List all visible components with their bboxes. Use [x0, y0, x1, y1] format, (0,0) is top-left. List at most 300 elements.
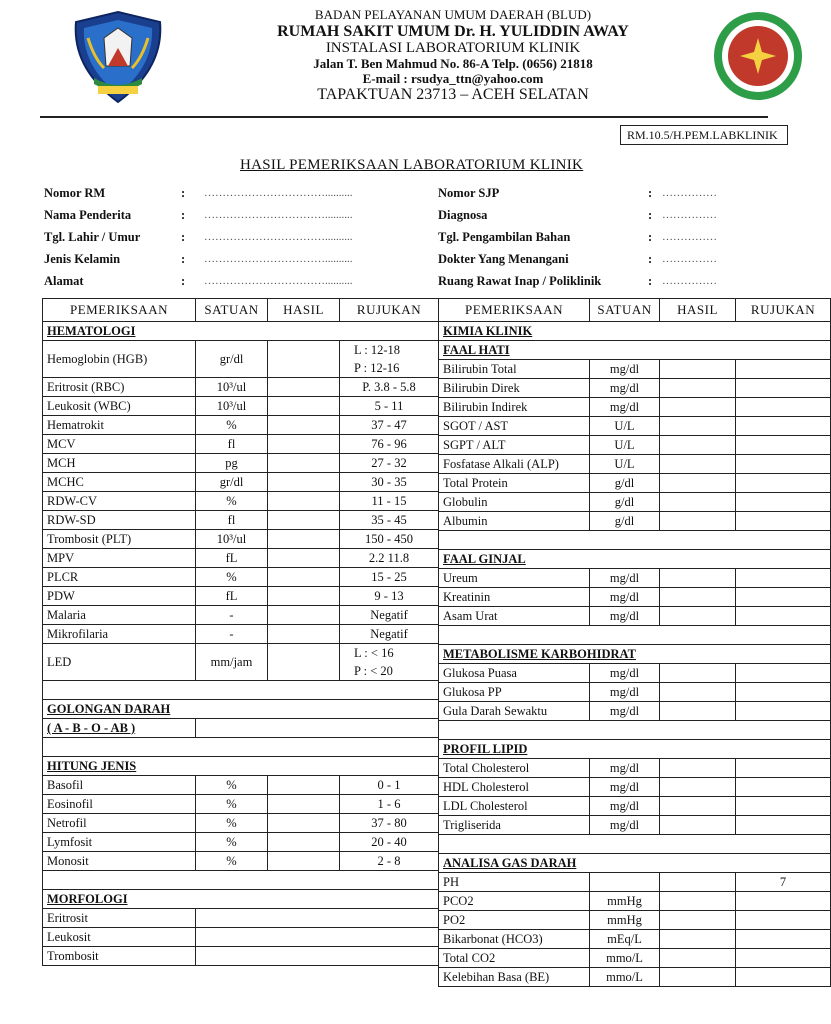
table-row [439, 588, 831, 607]
hematology-table [42, 298, 439, 966]
reference-range [736, 797, 831, 816]
result-cell[interactable] [268, 397, 340, 416]
result-cell[interactable] [660, 379, 736, 398]
unit: mmHg [590, 911, 660, 930]
table-row [439, 398, 831, 417]
unit: mg/dl [590, 360, 660, 379]
unit: mg/dl [590, 759, 660, 778]
result-cell[interactable] [660, 702, 736, 721]
unit: gr/dl [196, 341, 268, 378]
reference-range [736, 512, 831, 531]
result-cell[interactable] [268, 814, 340, 833]
exam-name: MCH [43, 454, 196, 473]
regency-emblem-logo [64, 8, 172, 106]
result-cell[interactable] [660, 417, 736, 436]
ref-male: L : < 16 [354, 646, 394, 660]
reference-range: Negatif [340, 625, 439, 644]
exam-name: Bikarbonat (HCO3) [439, 930, 590, 949]
exam-name: PO2 [439, 911, 590, 930]
reference-range [736, 379, 831, 398]
result-cell[interactable] [268, 435, 340, 454]
table-row [43, 757, 439, 776]
exam-name: Malaria [43, 606, 196, 625]
reference-range [736, 588, 831, 607]
result-cell[interactable] [660, 607, 736, 626]
section-heading: FAAL HATI [439, 341, 831, 360]
table-cell [439, 626, 831, 645]
col-unit: SATUAN [590, 299, 660, 322]
col-exam: PEMERIKSAAN [43, 299, 196, 322]
table-row [439, 911, 831, 930]
exam-name: MCHC [43, 473, 196, 492]
reference-range: 15 - 25 [340, 568, 439, 587]
exam-name: Bilirubin Indirek [439, 398, 590, 417]
unit [590, 873, 660, 892]
info-label: Jenis Kelamin [44, 252, 121, 266]
table-cell [43, 681, 439, 700]
info-row [438, 207, 768, 229]
result-cell[interactable] [268, 644, 340, 681]
result-cell[interactable] [660, 512, 736, 531]
table-row [43, 833, 439, 852]
reference-range: 11 - 15 [340, 492, 439, 511]
exam-name: Hemoglobin (HGB) [43, 341, 196, 378]
exam-name: RDW-CV [43, 492, 196, 511]
letterhead [218, 8, 688, 104]
reference-range [736, 455, 831, 474]
unit: % [196, 795, 268, 814]
exam-name: Globulin [439, 493, 590, 512]
col-unit: SATUAN [196, 299, 268, 322]
installation-name: INSTALASI LABORATORIUM KLINIK [325, 40, 581, 57]
table-row [43, 719, 439, 738]
table-row [439, 873, 831, 892]
unit: fL [196, 587, 268, 606]
unit: mg/dl [590, 797, 660, 816]
result-cell[interactable] [268, 454, 340, 473]
reference-range: 150 - 450 [340, 530, 439, 549]
result-cell[interactable] [660, 778, 736, 797]
table-row [43, 738, 439, 757]
info-value-field[interactable]: …………… [662, 275, 717, 287]
exam-name: RDW-SD [43, 511, 196, 530]
info-colon: : [181, 274, 186, 288]
exam-name: Trombosit (PLT) [43, 530, 196, 549]
result-cell[interactable] [660, 759, 736, 778]
exam-name: SGPT / ALT [439, 436, 590, 455]
result-cell[interactable] [660, 493, 736, 512]
exam-name: Total Protein [439, 474, 590, 493]
result-cell[interactable] [660, 797, 736, 816]
unit: fl [196, 511, 268, 530]
exam-name: PDW [43, 587, 196, 606]
info-row [44, 185, 404, 207]
reference-range: 0 - 1 [340, 776, 439, 795]
result-cell[interactable] [660, 968, 736, 987]
reference-range [736, 778, 831, 797]
unit: mg/dl [590, 778, 660, 797]
agency-name: BADAN PELAYANAN UMUM DAERAH (BLUD) [314, 7, 592, 22]
unit: mg/dl [590, 683, 660, 702]
table-row [439, 702, 831, 721]
unit: 10³/ul [196, 397, 268, 416]
exam-name: Basofil [43, 776, 196, 795]
section-heading: HEMATOLOGI [43, 322, 439, 341]
reference-range [736, 398, 831, 417]
table-row [43, 947, 439, 966]
info-label: Tgl. Pengambilan Bahan [438, 230, 571, 244]
table-row [43, 341, 439, 378]
reference-range [736, 569, 831, 588]
unit: % [196, 776, 268, 795]
info-value-field[interactable]: …………………………….......... [204, 253, 353, 265]
info-row [438, 229, 768, 251]
page-title: HASIL PEMERIKSAAN LABORATORIUM KLINIK [240, 157, 584, 173]
exam-name: PH [439, 873, 590, 892]
unit: % [196, 852, 268, 871]
email: E-mail : rsudya_ttn@yahoo.com [362, 70, 544, 86]
table-row [43, 530, 439, 549]
unit: mg/dl [590, 702, 660, 721]
result-cell[interactable] [660, 360, 736, 379]
result-cell[interactable] [660, 569, 736, 588]
table-row [439, 493, 831, 512]
table-row [43, 587, 439, 606]
table-row [439, 436, 831, 455]
table-row [439, 721, 831, 740]
info-colon: : [648, 230, 653, 244]
exam-name: Ureum [439, 569, 590, 588]
info-value-field[interactable]: …………… [662, 187, 717, 199]
table-cell [439, 531, 831, 550]
info-row [438, 273, 768, 295]
unit: U/L [590, 455, 660, 474]
reference-range: 76 - 96 [340, 435, 439, 454]
info-value-field[interactable]: …………………………….......... [204, 231, 353, 243]
table-row [439, 930, 831, 949]
info-value-field[interactable]: …………………………….......... [204, 209, 353, 221]
reference-range: 37 - 47 [340, 416, 439, 435]
exam-name: Glukosa PP [439, 683, 590, 702]
table-row [439, 607, 831, 626]
exam-name: Kreatinin [439, 588, 590, 607]
unit: % [196, 814, 268, 833]
result-cell[interactable] [660, 930, 736, 949]
unit: mEq/L [590, 930, 660, 949]
result-cell[interactable] [268, 625, 340, 644]
reference-range: 2.2 11.8 [340, 549, 439, 568]
table-row [43, 871, 439, 890]
unit: gr/dl [196, 473, 268, 492]
reference-range: 9 - 13 [340, 587, 439, 606]
unit: % [196, 492, 268, 511]
header-divider [40, 116, 768, 118]
table-row [43, 322, 439, 341]
exam-name: LDL Cholesterol [439, 797, 590, 816]
table-row [43, 890, 439, 909]
result-cell[interactable] [660, 892, 736, 911]
reference-range [736, 436, 831, 455]
reference-range: 30 - 35 [340, 473, 439, 492]
table-row [439, 531, 831, 550]
reference-range: 27 - 32 [340, 454, 439, 473]
unit: mg/dl [590, 607, 660, 626]
table-row [43, 795, 439, 814]
table-row [439, 341, 831, 360]
exam-name: Bilirubin Direk [439, 379, 590, 398]
section-heading: MORFOLOGI [43, 890, 439, 909]
result-cell[interactable] [660, 455, 736, 474]
info-row [438, 251, 768, 273]
reference-range [736, 360, 831, 379]
result-cell[interactable] [660, 398, 736, 417]
result-cell[interactable] [660, 683, 736, 702]
table-row [439, 550, 831, 569]
table-row [439, 645, 831, 664]
reference-range [736, 930, 831, 949]
reference-range [736, 949, 831, 968]
address: Jalan T. Ben Mahmud No. 86-A Telp. (0656) 21818 [313, 56, 593, 72]
reference-range [736, 968, 831, 987]
result-cell[interactable] [196, 719, 439, 738]
reference-range [736, 683, 831, 702]
result-cell[interactable] [660, 949, 736, 968]
exam-name: Gula Darah Sewaktu [439, 702, 590, 721]
col-ref: RUJUKAN [340, 299, 439, 322]
info-value-field[interactable]: …………… [662, 231, 717, 243]
unit: U/L [590, 417, 660, 436]
result-cell[interactable] [268, 473, 340, 492]
table-row [439, 626, 831, 645]
exam-name: Trombosit [43, 947, 196, 966]
info-row [44, 229, 404, 251]
col-result: HASIL [660, 299, 736, 322]
table-cell [439, 835, 831, 854]
table-row [439, 322, 831, 341]
result-cell[interactable] [660, 873, 736, 892]
exam-name: SGOT / AST [439, 417, 590, 436]
section-heading: METABOLISME KARBOHIDRAT [439, 645, 831, 664]
result-cell[interactable] [660, 436, 736, 455]
result-cell[interactable] [660, 474, 736, 493]
info-colon: : [648, 186, 653, 200]
result-cell[interactable] [268, 833, 340, 852]
info-value-field[interactable]: …………………………….......... [204, 187, 353, 199]
unit: mg/dl [590, 398, 660, 417]
exam-name: LED [43, 644, 196, 681]
hospital-seal-logo [710, 8, 790, 103]
table-row [439, 778, 831, 797]
reference-range [340, 644, 439, 681]
result-cell[interactable] [268, 530, 340, 549]
exam-name: Hematrokit [43, 416, 196, 435]
result-cell[interactable] [268, 416, 340, 435]
result-cell[interactable] [196, 947, 439, 966]
result-cell[interactable] [268, 378, 340, 397]
section-heading: HITUNG JENIS [43, 757, 439, 776]
table-row [439, 854, 831, 873]
col-result: HASIL [268, 299, 340, 322]
table-row [439, 379, 831, 398]
table-row [43, 852, 439, 871]
unit: fl [196, 435, 268, 454]
ref-male: L : 12-18 [354, 343, 401, 357]
table-row [439, 455, 831, 474]
unit: mm/jam [196, 644, 268, 681]
info-value-field[interactable]: …………… [662, 209, 717, 221]
table-row [43, 416, 439, 435]
unit: mmo/L [590, 968, 660, 987]
reference-range [736, 911, 831, 930]
exam-name: Asam Urat [439, 607, 590, 626]
table-row [43, 625, 439, 644]
info-colon: : [648, 252, 653, 266]
table-row [439, 512, 831, 531]
info-row [44, 251, 404, 273]
table-row [43, 568, 439, 587]
info-label: Nomor RM [44, 186, 106, 200]
hospital-name: RUMAH SAKIT UMUM Dr. H. YULIDDIN AWAY [277, 22, 629, 40]
table-row [43, 454, 439, 473]
exam-name: Leukosit (WBC) [43, 397, 196, 416]
info-row [44, 273, 404, 295]
city: TAPAKTUAN 23713 – ACEH SELATAN [317, 86, 589, 104]
unit: g/dl [590, 512, 660, 531]
unit: mg/dl [590, 379, 660, 398]
info-value-field[interactable]: …………… [662, 253, 717, 265]
reference-range: 7 [736, 873, 831, 892]
table-row [43, 776, 439, 795]
table-row [439, 968, 831, 987]
table-row [43, 928, 439, 947]
result-cell[interactable] [268, 852, 340, 871]
section-heading: FAAL GINJAL [439, 550, 831, 569]
reference-range: 1 - 6 [340, 795, 439, 814]
reference-range [736, 493, 831, 512]
form-code: RM.10.5/H.PEM.LABKLINIK [620, 125, 788, 145]
unit: mmHg [590, 892, 660, 911]
unit: - [196, 606, 268, 625]
result-cell[interactable] [268, 492, 340, 511]
blood-types: ( A - B - O - AB ) [43, 719, 196, 738]
section-heading: KIMIA KLINIK [439, 322, 831, 341]
unit: mg/dl [590, 588, 660, 607]
reference-range [736, 664, 831, 683]
reference-range: 2 - 8 [340, 852, 439, 871]
table-row [43, 511, 439, 530]
ref-female: P : 12-16 [354, 361, 400, 375]
unit: fL [196, 549, 268, 568]
reference-range: 5 - 11 [340, 397, 439, 416]
exam-name: Total CO2 [439, 949, 590, 968]
result-cell[interactable] [268, 568, 340, 587]
info-label: Ruang Rawat Inap / Poliklinik [438, 274, 602, 288]
exam-name: Eosinofil [43, 795, 196, 814]
result-cell[interactable] [660, 816, 736, 835]
table-row [43, 644, 439, 681]
info-colon: : [181, 186, 186, 200]
info-row [438, 185, 768, 207]
table-row [43, 378, 439, 397]
result-cell[interactable] [660, 664, 736, 683]
section-heading: GOLONGAN DARAH [43, 700, 439, 719]
exam-name: Total Cholesterol [439, 759, 590, 778]
table-row [439, 417, 831, 436]
unit: g/dl [590, 493, 660, 512]
exam-name: Leukosit [43, 928, 196, 947]
unit: pg [196, 454, 268, 473]
info-colon: : [648, 208, 653, 222]
result-cell[interactable] [268, 549, 340, 568]
table-row [43, 700, 439, 719]
unit: 10³/ul [196, 530, 268, 549]
info-label: Alamat [44, 274, 84, 288]
exam-name: MCV [43, 435, 196, 454]
table-cell [439, 721, 831, 740]
reference-range: P. 3.8 - 5.8 [340, 378, 439, 397]
col-exam: PEMERIKSAAN [439, 299, 590, 322]
table-row [43, 473, 439, 492]
reference-range [736, 474, 831, 493]
result-cell[interactable] [660, 911, 736, 930]
table-row [43, 681, 439, 700]
exam-name: Monosit [43, 852, 196, 871]
result-cell[interactable] [268, 511, 340, 530]
result-cell[interactable] [196, 928, 439, 947]
table-row [439, 797, 831, 816]
exam-name: PCO2 [439, 892, 590, 911]
table-row [439, 474, 831, 493]
result-cell[interactable] [660, 588, 736, 607]
table-row [439, 816, 831, 835]
info-value-field[interactable]: …………………………….......... [204, 275, 353, 287]
result-cell[interactable] [268, 587, 340, 606]
info-row [44, 207, 404, 229]
unit: mg/dl [590, 664, 660, 683]
patient-info-right [438, 185, 768, 295]
exam-name: HDL Cholesterol [439, 778, 590, 797]
result-cell[interactable] [268, 795, 340, 814]
unit: mg/dl [590, 816, 660, 835]
exam-name: Albumin [439, 512, 590, 531]
table-row [439, 835, 831, 854]
table-row [439, 569, 831, 588]
reference-range [736, 892, 831, 911]
table-cell [43, 738, 439, 757]
exam-name: Trigliserida [439, 816, 590, 835]
table-row [439, 740, 831, 759]
info-colon: : [181, 252, 186, 266]
unit: 10³/ul [196, 378, 268, 397]
table-cell [43, 871, 439, 890]
reference-range: 35 - 45 [340, 511, 439, 530]
col-ref: RUJUKAN [736, 299, 831, 322]
reference-range [736, 607, 831, 626]
reference-range: 37 - 80 [340, 814, 439, 833]
info-colon: : [181, 208, 186, 222]
result-cell[interactable] [268, 606, 340, 625]
table-row [43, 606, 439, 625]
table-row [43, 435, 439, 454]
result-cell[interactable] [268, 776, 340, 795]
unit: - [196, 625, 268, 644]
exam-name: Mikrofilaria [43, 625, 196, 644]
table-row [439, 949, 831, 968]
table-row [43, 909, 439, 928]
result-cell[interactable] [268, 341, 340, 378]
chemistry-table [438, 298, 831, 987]
result-cell[interactable] [196, 909, 439, 928]
